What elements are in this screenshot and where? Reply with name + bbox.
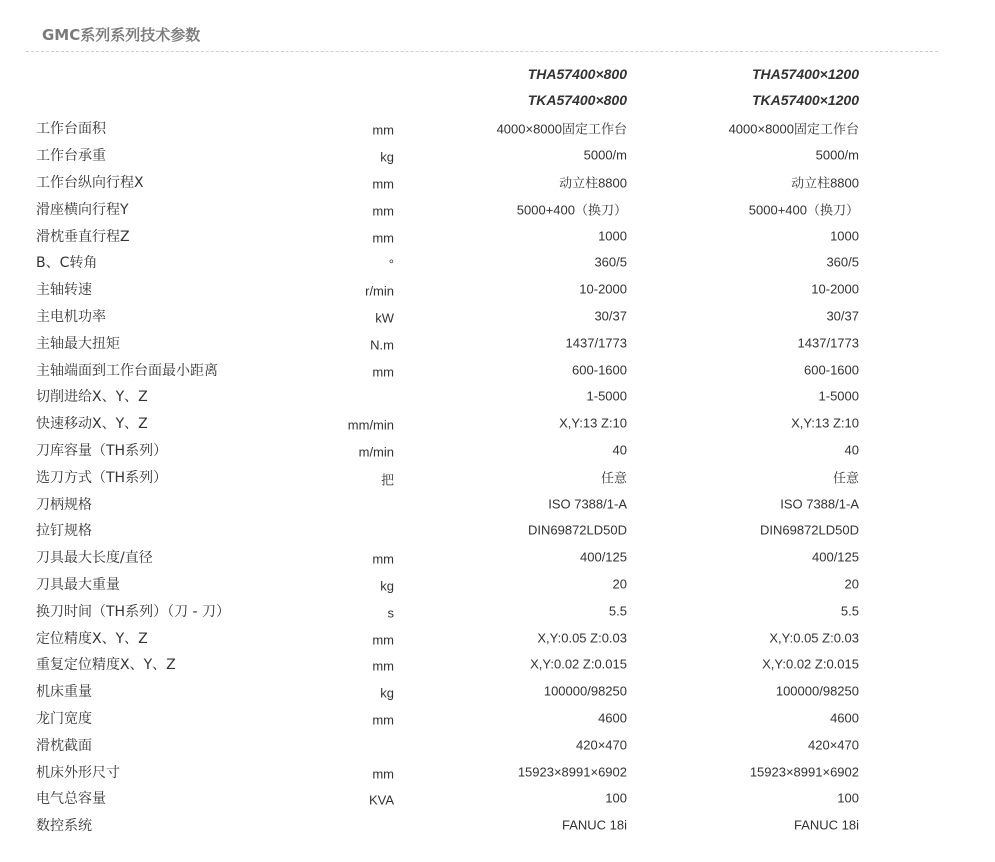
value-col2: 4600: [830, 710, 859, 726]
value-col2: 1000: [830, 228, 859, 244]
value-col1: 1000: [598, 228, 627, 244]
param-label: 滑枕截面: [36, 737, 92, 754]
unit-label: mm: [372, 122, 394, 138]
unit-label: kW: [375, 310, 394, 326]
value-col2: 4000×8000固定工作台: [728, 121, 859, 137]
param-label: 工作台纵向行程X: [36, 174, 144, 191]
value-col1: X,Y:13 Z:10: [559, 415, 627, 431]
value-col2: X,Y:0.02 Z:0.015: [762, 656, 859, 672]
table-row: [0, 758, 995, 785]
value-col2: 20: [844, 576, 859, 592]
value-col2: X,Y:0.05 Z:0.03: [769, 630, 859, 646]
table-row: [0, 222, 995, 249]
value-col2: 任意: [832, 470, 859, 486]
value-col1: 1437/1773: [565, 335, 627, 351]
param-label: 主电机功率: [36, 308, 106, 325]
param-label: 刀库容量（TH系列）: [36, 442, 168, 459]
unit-label: kg: [380, 685, 394, 701]
param-label: 主轴端面到工作台面最小距离: [36, 362, 218, 379]
unit-label: N.m: [370, 337, 394, 353]
value-col1: 1-5000: [586, 388, 627, 404]
table-row: [0, 705, 995, 732]
unit-label: r/min: [365, 283, 394, 299]
value-col1: 15923×8991×6902: [517, 764, 627, 780]
param-label: 工作台面积: [36, 121, 106, 138]
value-col2: ISO 7388/1-A: [780, 496, 859, 512]
unit-label: s: [387, 605, 394, 621]
value-col2: 100000/98250: [775, 683, 859, 699]
table-row: [0, 571, 995, 598]
param-label: 主轴转速: [36, 282, 92, 299]
table-row: [0, 624, 995, 651]
value-col2: 5000/m: [815, 147, 859, 163]
value-col1: 600-1600: [572, 362, 627, 378]
value-col2: 400/125: [812, 549, 859, 565]
unit-label: mm: [372, 203, 394, 219]
param-label: 换刀时间（TH系列）（刀 - 刀）: [36, 603, 231, 620]
param-label: 机床外形尺寸: [36, 764, 120, 781]
value-col1: 100000/98250: [543, 683, 627, 699]
unit-label: mm: [372, 551, 394, 567]
value-col2: 1437/1773: [797, 335, 859, 351]
value-col2: DIN69872LD50D: [759, 522, 859, 538]
table-row: [0, 115, 995, 142]
unit-label: mm/min: [347, 417, 394, 433]
value-col2: 360/5: [826, 254, 859, 270]
param-label: 刀柄规格: [36, 496, 92, 513]
value-col2: FANUC 18i: [793, 817, 859, 833]
unit-label: 把: [380, 472, 394, 488]
unit-label: mm: [372, 364, 394, 380]
param-label: 数控系统: [36, 818, 92, 835]
model-header-col1-line2: TKA57400×800: [527, 92, 627, 108]
value-col2: 600-1600: [804, 362, 859, 378]
value-col2: 15923×8991×6902: [749, 764, 859, 780]
value-col1: ISO 7388/1-A: [548, 496, 627, 512]
unit-label: kg: [380, 149, 394, 165]
unit-label: mm: [372, 712, 394, 728]
unit-label: mm: [372, 632, 394, 648]
table-row: [0, 169, 995, 196]
param-label: 切削进给X、Y、Z: [36, 389, 148, 406]
table-row: [0, 276, 995, 303]
dashed-divider: [26, 51, 938, 52]
value-col2: 100: [837, 790, 859, 806]
param-label: 定位精度X、Y、Z: [36, 630, 148, 647]
table-row: [0, 812, 995, 839]
value-col1: 5000/m: [583, 147, 627, 163]
spec-table: [0, 115, 995, 839]
table-row: [0, 383, 995, 410]
table-row: [0, 437, 995, 464]
param-label: 滑枕垂直行程Z: [36, 228, 130, 245]
value-col2: 420×470: [808, 737, 859, 753]
model-header-col2-line1: THA57400×1200: [751, 66, 859, 82]
param-label: 快速移动X、Y、Z: [36, 416, 148, 433]
value-col2: 1-5000: [818, 388, 859, 404]
param-label: 滑座横向行程Y: [36, 201, 129, 218]
param-label: 工作台承重: [36, 148, 106, 165]
model-header-col1-line1: THA57400×800: [527, 66, 627, 82]
value-col1: 100: [605, 790, 627, 806]
value-col1: 400/125: [580, 549, 627, 565]
table-row: [0, 410, 995, 437]
value-col1: X,Y:0.05 Z:0.03: [537, 630, 627, 646]
value-col1: FANUC 18i: [561, 817, 627, 833]
table-row: [0, 249, 995, 276]
value-col1: 任意: [600, 470, 627, 486]
param-label: 重复定位精度X、Y、Z: [36, 657, 176, 674]
unit-label: mm: [372, 658, 394, 674]
table-row: [0, 785, 995, 812]
table-row: [0, 597, 995, 624]
table-row: [0, 142, 995, 169]
param-label: 主轴最大扭矩: [36, 335, 120, 352]
value-col1: 420×470: [576, 737, 627, 753]
table-row: [0, 356, 995, 383]
value-col1: 360/5: [594, 254, 627, 270]
table-row: [0, 731, 995, 758]
value-col2: X,Y:13 Z:10: [791, 415, 859, 431]
model-header-col2-line2: TKA57400×1200: [751, 92, 859, 108]
value-col1: 4000×8000固定工作台: [496, 121, 627, 137]
value-col1: 40: [612, 442, 627, 458]
param-label: 刀具最大长度/直径: [36, 550, 153, 567]
value-col2: 40: [844, 442, 859, 458]
unit-label: m/min: [358, 444, 394, 460]
unit-label: mm: [372, 766, 394, 782]
unit-label: KVA: [368, 792, 394, 808]
value-col2: 动立柱8800: [791, 175, 859, 191]
unit-label: mm: [372, 176, 394, 192]
unit-label: mm: [372, 230, 394, 246]
value-col1: 10-2000: [579, 281, 627, 297]
value-col2: 10-2000: [811, 281, 859, 297]
value-col1: 4600: [598, 710, 627, 726]
table-row: [0, 651, 995, 678]
table-row: [0, 329, 995, 356]
value-col1: 5000+400（换刀）: [516, 202, 627, 218]
param-label: 选刀方式（TH系列）: [36, 469, 168, 486]
table-row: [0, 678, 995, 705]
table-row: [0, 490, 995, 517]
value-col2: 30/37: [826, 308, 859, 324]
param-label: 拉钉规格: [36, 523, 92, 540]
unit-label: °: [388, 256, 394, 272]
table-row: [0, 463, 995, 490]
value-col1: 5.5: [608, 603, 627, 619]
unit-label: kg: [380, 578, 394, 594]
value-col1: 30/37: [594, 308, 627, 324]
value-col2: 5.5: [840, 603, 859, 619]
table-row: [0, 544, 995, 571]
value-col1: X,Y:0.02 Z:0.015: [530, 656, 627, 672]
table-row: [0, 195, 995, 222]
value-col1: DIN69872LD50D: [527, 522, 627, 538]
value-col1: 20: [612, 576, 627, 592]
value-col2: 5000+400（换刀）: [748, 202, 859, 218]
value-col1: 动立柱8800: [559, 175, 627, 191]
param-label: 电气总容量: [36, 791, 106, 808]
table-row: [0, 517, 995, 544]
table-row: [0, 303, 995, 330]
param-label: 龙门宽度: [36, 710, 92, 727]
param-label: 刀具最大重量: [36, 576, 120, 593]
section-title: GMC系列系列技术参数: [42, 26, 201, 44]
param-label: B、C转角: [36, 255, 98, 272]
param-label: 机床重量: [36, 684, 92, 701]
